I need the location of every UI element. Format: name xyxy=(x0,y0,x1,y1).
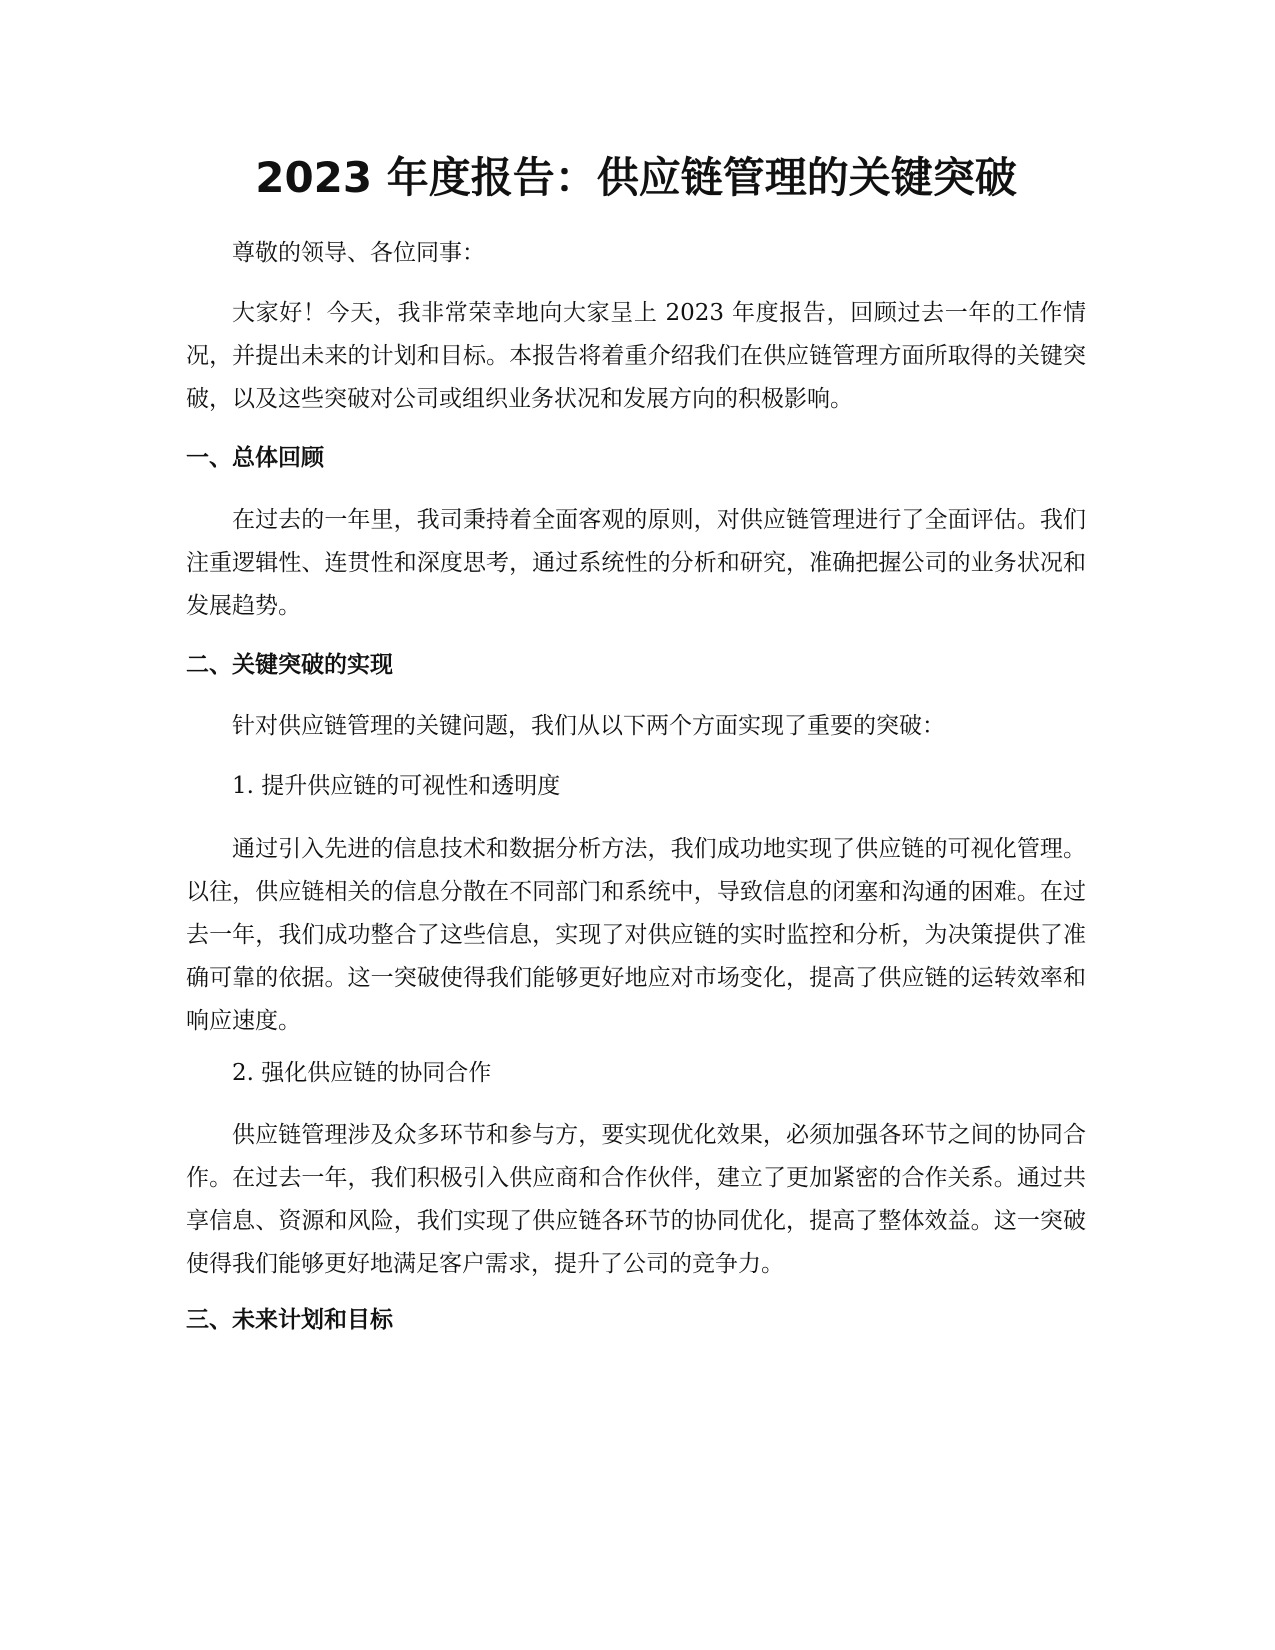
overview-paragraph: 在过去的一年里，我司秉持着全面客观的原则，对供应链管理进行了全面评估。我们注重逻辑性、连贯性和深度思考，通过系统性的分析和研究，准确把握公司的业务状况和发展趋势。 xyxy=(186,507,1086,619)
salutation: 尊敬的领导、各位同事： xyxy=(232,240,485,266)
section-heading-overview: 一、总体回顾 xyxy=(186,445,324,471)
breakthroughs-intro: 针对供应链管理的关键问题，我们从以下两个方面实现了重要的突破： xyxy=(232,713,945,739)
intro-paragraph: 大家好！今天，我非常荣幸地向大家呈上 2023 年度报告，回顾过去一年的工作情况，并提出未来的计划和目标。本报告将着重介绍我们在供应链管理方面所取得的关键突破，以及这些突破对公司或组织业务状况和发展方向的积极影响。 xyxy=(186,300,1086,412)
section-heading-future: 三、未来计划和目标 xyxy=(186,1307,393,1333)
section-heading-breakthroughs: 二、关键突破的实现 xyxy=(186,652,393,678)
item-paragraph-visibility: 通过引入先进的信息技术和数据分析方法，我们成功地实现了供应链的可视化管理。以往，供应链相关的信息分散在不同部门和系统中，导致信息的闭塞和沟通的困难。在过去一年，我们成功整合了这些信息，实现了对供应链的实时监控和分析，为决策提供了准确可靠的依据。这一突破使得我们能够更好地应对市场变化，提高了供应链的运转效率和响应速度。 xyxy=(186,836,1086,1034)
item-label-visibility: 1. 提升供应链的可视性和透明度 xyxy=(232,773,561,799)
document-title: 2023 年度报告：供应链管理的关键突破 xyxy=(255,153,1017,202)
item-paragraph-collaboration: 供应链管理涉及众多环节和参与方，要实现优化效果，必须加强各环节之间的协同合作。在过去一年，我们积极引入供应商和合作伙伴，建立了更加紧密的合作关系。通过共享信息、资源和风险，我们实现了供应链各环节的协同优化，提高了整体效益。这一突破使得我们能够更好地满足客户需求，提升了公司的竞争力。 xyxy=(186,1122,1086,1277)
item-label-collaboration: 2. 强化供应链的协同合作 xyxy=(232,1060,492,1086)
